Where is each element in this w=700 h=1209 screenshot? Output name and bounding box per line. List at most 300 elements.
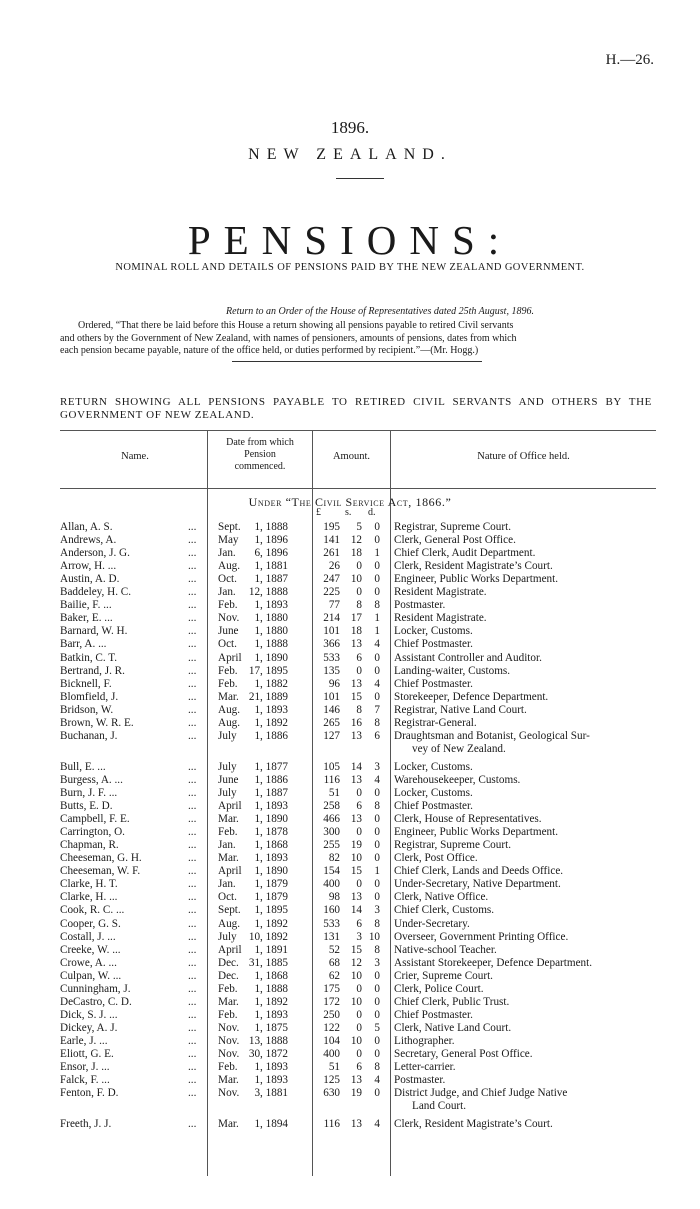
table-row — [60, 1048, 660, 1061]
header-date-line: commenced. — [234, 461, 286, 472]
amount-shillings: 15 — [350, 690, 362, 703]
start-month: April — [218, 865, 242, 878]
table-row — [60, 730, 660, 743]
table-row — [60, 983, 660, 996]
header-date-line: Date from which — [226, 437, 294, 448]
amount-shillings: 0 — [356, 982, 362, 995]
start-month: Dec. — [218, 956, 239, 969]
amount-shillings: 3 — [356, 930, 362, 943]
amount-shillings: 12 — [350, 534, 362, 547]
office-held: Registrar-General. — [394, 716, 477, 729]
amount-pence: 0 — [374, 521, 380, 533]
office-held: Registrar, Supreme Court. — [394, 521, 511, 533]
start-date: 1, 1879 — [254, 878, 288, 891]
office-held: Clerk, House of Representatives. — [394, 813, 542, 826]
amount-pence: 4 — [374, 773, 380, 786]
start-month: Oct. — [218, 573, 237, 586]
amount-pence: 4 — [374, 1118, 380, 1131]
start-date: 1, 1878 — [254, 826, 288, 839]
amount-shillings: 15 — [350, 943, 362, 956]
pensioner-name: Clarke, H. T. — [60, 878, 118, 891]
pensioner-name: Cheeseman, W. F. — [60, 865, 141, 878]
office-held: Overseer, Government Printing Office. — [394, 930, 569, 943]
amount-pence: 0 — [374, 839, 380, 852]
pensioner-name: Arrow, H. ... — [60, 560, 117, 573]
pensioner-name: Dick, S. J. ... — [60, 1008, 118, 1021]
start-date: 1, 1892 — [254, 917, 288, 930]
office-held: Chief Clerk, Lands and Deeds Office. — [394, 865, 564, 878]
ordered-line: and others by the Government of New Zealand, with names of pensioners, amounts of pensions, dates from which — [60, 332, 517, 344]
table-row — [60, 1087, 660, 1100]
amount-shillings: 13 — [350, 677, 362, 690]
unit-pence: d. — [368, 507, 376, 518]
office-held: Engineer, Public Works Department. — [394, 573, 559, 586]
office-held: Clerk, Resident Magistrate’s Court. — [394, 1118, 553, 1131]
table-row — [60, 1022, 660, 1035]
leader-dots: ... — [188, 521, 197, 533]
start-month: Nov. — [218, 1034, 240, 1047]
start-date: 1, 1888 — [254, 982, 288, 995]
table-row — [60, 560, 660, 573]
amount-pounds: 300 — [323, 826, 340, 839]
start-date: 1, 1880 — [254, 612, 288, 625]
office-held: Draughtsman and Botanist, Geological Sur- — [394, 729, 590, 742]
amount-pounds: 135 — [323, 664, 340, 677]
start-month: Mar. — [218, 813, 239, 826]
leader-dots: ... — [188, 703, 197, 716]
header-office: Nature of Office held. — [477, 451, 570, 462]
start-month: Nov. — [218, 1048, 240, 1060]
pensioner-name: Creeke, W. ... — [60, 943, 121, 956]
start-date: 6, 1896 — [254, 547, 288, 560]
pensioner-name: Cunningham, J. — [60, 982, 131, 995]
leader-dots: ... — [188, 956, 197, 969]
leader-dots: ... — [188, 943, 197, 956]
amount-shillings: 18 — [350, 625, 362, 638]
start-month: Jan. — [218, 586, 236, 599]
office-held: Resident Magistrate. — [394, 612, 487, 625]
country-heading: NEW ZEALAND. — [248, 146, 452, 163]
amount-pounds: 533 — [323, 651, 340, 664]
office-held: Chief Clerk, Public Trust. — [394, 995, 510, 1008]
start-date: 1, 1893 — [254, 1008, 288, 1021]
leader-dots: ... — [188, 1034, 197, 1047]
amount-pence: 3 — [374, 760, 380, 773]
office-held: Engineer, Public Works Department. — [394, 826, 559, 839]
amount-pence: 0 — [374, 651, 380, 664]
table-row — [60, 970, 660, 983]
amount-shillings: 10 — [350, 1034, 362, 1047]
amount-pence: 0 — [374, 1034, 380, 1047]
leader-dots: ... — [188, 612, 197, 625]
amount-pence: 0 — [374, 1008, 380, 1021]
table-row — [60, 717, 660, 730]
unit-pounds: £ — [316, 507, 321, 518]
amount-pounds: 160 — [323, 904, 340, 917]
leader-dots: ... — [188, 865, 197, 878]
amount-shillings: 8 — [356, 703, 362, 716]
start-date: 1, 1892 — [254, 995, 288, 1008]
start-date: 1, 1891 — [254, 943, 288, 956]
start-month: Sept. — [218, 521, 241, 533]
start-date: 1, 1886 — [254, 729, 288, 742]
amount-pence: 0 — [374, 787, 380, 799]
amount-pounds: 77 — [328, 599, 340, 612]
header-name: Name. — [121, 451, 149, 462]
amount-pence: 4 — [374, 677, 380, 690]
amount-shillings: 0 — [356, 826, 362, 839]
amount-pence: 4 — [374, 638, 380, 651]
leader-dots: ... — [188, 664, 197, 677]
amount-pence: 0 — [374, 560, 380, 573]
start-date: 1, 1893 — [254, 1061, 288, 1074]
pensioner-name: Anderson, J. G. — [60, 547, 130, 560]
amount-pence: 0 — [374, 586, 380, 599]
leader-dots: ... — [188, 1021, 197, 1034]
start-date: 31, 1885 — [248, 956, 288, 969]
amount-pounds: 82 — [328, 852, 340, 865]
amount-pence: 8 — [374, 800, 380, 813]
leader-dots: ... — [188, 1074, 197, 1087]
amount-shillings: 10 — [350, 969, 362, 982]
start-month: July — [218, 729, 237, 742]
table-row — [60, 652, 660, 665]
leader-dots: ... — [188, 813, 197, 826]
start-month: Jan. — [218, 547, 236, 560]
amount-pounds: 400 — [323, 1048, 340, 1060]
amount-pence: 3 — [374, 904, 380, 917]
amount-shillings: 0 — [356, 1021, 362, 1034]
office-held: Assistant Storekeeper, Defence Department. — [394, 956, 593, 969]
table-row — [60, 1074, 660, 1087]
amount-shillings: 5 — [356, 521, 362, 533]
table-row — [60, 691, 660, 704]
table-row — [60, 944, 660, 957]
leader-dots: ... — [188, 690, 197, 703]
office-held-continued: Land Court. — [412, 1100, 467, 1113]
table-row — [60, 1009, 660, 1022]
amount-pence: 0 — [374, 534, 380, 547]
amount-pounds: 98 — [328, 891, 340, 904]
table-row — [60, 678, 660, 691]
office-held: Clerk, Police Court. — [394, 982, 484, 995]
start-month: April — [218, 943, 242, 956]
start-month: Aug. — [218, 716, 241, 729]
pensioner-name: Burn, J. F. ... — [60, 787, 118, 799]
pensioner-name: Burgess, A. ... — [60, 773, 123, 786]
amount-shillings: 17 — [350, 612, 362, 625]
pensioner-name: Chapman, R. — [60, 839, 119, 852]
office-held: Chief Postmaster. — [394, 800, 473, 813]
table-row — [60, 573, 660, 586]
office-held: Postmaster. — [394, 599, 446, 612]
office-held: Crier, Supreme Court. — [394, 969, 493, 982]
pensioner-name: Austin, A. D. — [60, 573, 120, 586]
office-held: Chief Clerk, Customs. — [394, 904, 495, 917]
start-date: 1, 1887 — [254, 787, 288, 799]
divider — [232, 361, 482, 362]
start-month: May — [218, 534, 239, 547]
pensioner-name: Barr, A. ... — [60, 638, 107, 651]
leader-dots: ... — [188, 760, 197, 773]
table-row — [60, 774, 660, 787]
ordered-line: each pension became payable, nature of the office held, or duties performed by recipient.”—(Mr. Hogg.) — [60, 345, 479, 356]
leader-dots: ... — [188, 1008, 197, 1021]
pensioner-name: Falck, F. ... — [60, 1074, 110, 1087]
amount-shillings: 14 — [350, 760, 362, 773]
pensioner-name: Cooper, G. S. — [60, 917, 121, 930]
start-date: 1, 1887 — [254, 573, 288, 586]
pensioner-name: Blomfield, J. — [60, 690, 119, 703]
amount-shillings: 0 — [356, 787, 362, 799]
amount-pounds: 146 — [323, 703, 340, 716]
unit-shillings: s. — [345, 507, 352, 518]
amount-shillings: 0 — [356, 664, 362, 677]
pensioner-name: Andrews, A. — [60, 534, 117, 547]
amount-pounds: 96 — [328, 677, 340, 690]
amount-pounds: 127 — [323, 729, 340, 742]
amount-pounds: 62 — [328, 969, 340, 982]
start-date: 1, 1880 — [254, 625, 288, 638]
start-date: 1, 1895 — [254, 904, 288, 917]
office-held: Clerk, Native Land Court. — [394, 1021, 512, 1034]
pensioner-name: Cheeseman, G. H. — [60, 852, 142, 865]
amount-shillings: 0 — [356, 1048, 362, 1060]
table-head-rule — [60, 488, 656, 489]
start-date: 12, 1888 — [248, 586, 288, 599]
amount-shillings: 13 — [350, 813, 362, 826]
amount-pence: 4 — [374, 1074, 380, 1087]
table-row — [60, 852, 660, 865]
amount-pounds: 125 — [323, 1074, 340, 1087]
office-held: Locker, Customs. — [394, 625, 473, 638]
pensioner-name: Bertrand, J. R. — [60, 664, 125, 677]
amount-pounds: 247 — [323, 573, 340, 586]
amount-pounds: 258 — [323, 800, 340, 813]
amount-shillings: 10 — [350, 852, 362, 865]
pensioner-name: Buchanan, J. — [60, 729, 118, 742]
start-date: 1, 1893 — [254, 703, 288, 716]
amount-pounds: 265 — [323, 716, 340, 729]
start-date: 1, 1893 — [254, 599, 288, 612]
amount-pounds: 366 — [323, 638, 340, 651]
leader-dots: ... — [188, 625, 197, 638]
leader-dots: ... — [188, 1048, 197, 1060]
table-row — [60, 586, 660, 599]
pensioner-name: DeCastro, C. D. — [60, 995, 132, 1008]
start-month: Nov. — [218, 612, 240, 625]
start-date: 1, 1893 — [254, 852, 288, 865]
return-title: RETURN SHOWING ALL PENSIONS PAYABLE TO RETIRED CIVIL SERVANTS AND OTHERS BY THE GOVERNMENT OF NEW ZEALAND. — [60, 396, 652, 421]
amount-pence: 8 — [374, 1061, 380, 1074]
amount-pounds: 630 — [323, 1087, 340, 1100]
amount-shillings: 0 — [356, 586, 362, 599]
pensioner-name: Baker, E. ... — [60, 612, 113, 625]
amount-pounds: 400 — [323, 878, 340, 891]
amount-pounds: 52 — [328, 943, 340, 956]
start-date: 1, 1877 — [254, 760, 288, 773]
start-month: Mar. — [218, 690, 239, 703]
pensioner-name: Bicknell, F. — [60, 677, 112, 690]
office-held: Clerk, General Post Office. — [394, 534, 516, 547]
amount-pounds: 101 — [323, 690, 340, 703]
amount-shillings: 6 — [356, 917, 362, 930]
start-date: 1, 1875 — [254, 1021, 288, 1034]
start-month: Feb. — [218, 982, 238, 995]
pensioner-name: Crowe, A. ... — [60, 956, 117, 969]
start-date: 1, 1894 — [254, 1118, 288, 1131]
amount-pounds: 172 — [323, 995, 340, 1008]
amount-pence: 0 — [374, 1087, 380, 1100]
office-held: Assistant Controller and Auditor. — [394, 651, 542, 664]
amount-pounds: 214 — [323, 612, 340, 625]
office-held: Lithographer. — [394, 1034, 455, 1047]
leader-dots: ... — [188, 677, 197, 690]
start-month: Aug. — [218, 560, 241, 573]
pensioner-name: Barnard, W. H. — [60, 625, 128, 638]
start-month: Mar. — [218, 1074, 239, 1087]
amount-shillings: 6 — [356, 651, 362, 664]
leader-dots: ... — [188, 1087, 197, 1100]
amount-pence: 0 — [374, 826, 380, 839]
table-row — [60, 665, 660, 678]
table-row — [60, 1035, 660, 1048]
office-held: Registrar, Native Land Court. — [394, 703, 527, 716]
amount-shillings: 10 — [350, 995, 362, 1008]
amount-pounds: 26 — [328, 560, 340, 573]
document-reference: H.—26. — [605, 52, 654, 68]
amount-pounds: 533 — [323, 917, 340, 930]
header-date — [208, 437, 312, 473]
table-row — [60, 761, 660, 774]
pensioner-name: Ensor, J. ... — [60, 1061, 110, 1074]
start-month: July — [218, 760, 237, 773]
table-row — [60, 547, 660, 560]
start-month: Jan. — [218, 878, 236, 891]
leader-dots: ... — [188, 891, 197, 904]
table-row — [60, 813, 660, 826]
office-held: Secretary, General Post Office. — [394, 1048, 533, 1060]
start-date: 10, 1892 — [248, 930, 288, 943]
pensioner-name: Bridson, W. — [60, 703, 114, 716]
office-held: Registrar, Supreme Court. — [394, 839, 511, 852]
pensioner-name: Costall, J. ... — [60, 930, 116, 943]
page-title: PENSIONS: — [187, 217, 513, 263]
start-date: 1, 1893 — [254, 800, 288, 813]
leader-dots: ... — [188, 826, 197, 839]
pensioner-name: Baddeley, H. C. — [60, 586, 132, 599]
start-month: Feb. — [218, 1008, 238, 1021]
amount-pence: 0 — [374, 813, 380, 826]
start-month: Oct. — [218, 638, 237, 651]
leader-dots: ... — [188, 1061, 197, 1074]
office-held: Storekeeper, Defence Department. — [394, 690, 549, 703]
amount-shillings: 19 — [350, 1087, 362, 1100]
table-row — [60, 1061, 660, 1074]
amount-shillings: 6 — [356, 800, 362, 813]
table-row — [60, 704, 660, 717]
pensioner-name: Brown, W. R. E. — [60, 716, 134, 729]
start-month: Feb. — [218, 826, 238, 839]
leader-dots: ... — [188, 599, 197, 612]
amount-pounds: 116 — [323, 773, 340, 786]
office-held-continued: vey of New Zealand. — [412, 742, 506, 755]
start-month: July — [218, 787, 237, 799]
document-year: 1896. — [330, 118, 370, 137]
office-held: Postmaster. — [394, 1074, 446, 1087]
amount-pounds: 195 — [323, 521, 340, 533]
leader-dots: ... — [188, 534, 197, 547]
amount-pence: 8 — [374, 943, 380, 956]
table-row — [60, 904, 660, 917]
table-row — [60, 931, 660, 944]
office-held: Chief Postmaster. — [394, 677, 473, 690]
start-month: April — [218, 651, 242, 664]
leader-dots: ... — [188, 586, 197, 599]
start-month: Aug. — [218, 703, 241, 716]
start-month: Jan. — [218, 839, 236, 852]
office-held: Locker, Customs. — [394, 787, 473, 799]
amount-shillings: 13 — [350, 773, 362, 786]
amount-pence: 5 — [374, 1021, 380, 1034]
start-date: 17, 1895 — [248, 664, 288, 677]
start-month: Mar. — [218, 852, 239, 865]
start-date: 21, 1889 — [248, 690, 288, 703]
start-date: 13, 1888 — [248, 1034, 288, 1047]
amount-pence: 8 — [374, 716, 380, 729]
start-month: Mar. — [218, 1118, 239, 1131]
start-month: Dec. — [218, 969, 239, 982]
start-date: 1, 1892 — [254, 716, 288, 729]
start-month: Sept. — [218, 904, 241, 917]
leader-dots: ... — [188, 638, 197, 651]
pensioner-name: Fenton, F. D. — [60, 1087, 119, 1100]
leader-dots: ... — [188, 852, 197, 865]
amount-pounds: 122 — [323, 1021, 340, 1034]
amount-pence: 8 — [374, 599, 380, 612]
start-date: 1, 1886 — [254, 773, 288, 786]
start-month: July — [218, 930, 237, 943]
start-date: 1, 1868 — [254, 969, 288, 982]
start-month: Mar. — [218, 995, 239, 1008]
amount-pounds: 51 — [328, 1061, 340, 1074]
pensioner-name: Earle, J. ... — [60, 1034, 108, 1047]
start-date: 1, 1882 — [254, 677, 288, 690]
amount-pence: 6 — [374, 729, 380, 742]
start-month: June — [218, 773, 239, 786]
pensioner-name: Bailie, F. ... — [60, 599, 112, 612]
amount-pence: 0 — [374, 690, 380, 703]
ordered-line: Ordered, “That there be laid before this House a return showing all pensions payable to retired Civil servants — [78, 320, 514, 331]
table-row — [60, 839, 660, 852]
leader-dots: ... — [188, 560, 197, 573]
pensioner-name: Freeth, J. J. — [60, 1118, 112, 1131]
amount-pence: 0 — [374, 573, 380, 586]
leader-dots: ... — [188, 729, 197, 742]
office-held: Chief Postmaster. — [394, 638, 473, 651]
table-row — [60, 521, 660, 534]
table-row — [60, 918, 660, 931]
start-month: Feb. — [218, 677, 238, 690]
leader-dots: ... — [188, 969, 197, 982]
amount-pence: 0 — [374, 995, 380, 1008]
pensioner-name: Allan, A. S. — [60, 521, 113, 533]
amount-pounds: 51 — [328, 787, 340, 799]
amount-pounds: 104 — [323, 1034, 340, 1047]
start-date: 1, 1888 — [254, 521, 288, 533]
amount-pounds: 225 — [323, 586, 340, 599]
pensioner-name: Bull, E. ... — [60, 760, 106, 773]
